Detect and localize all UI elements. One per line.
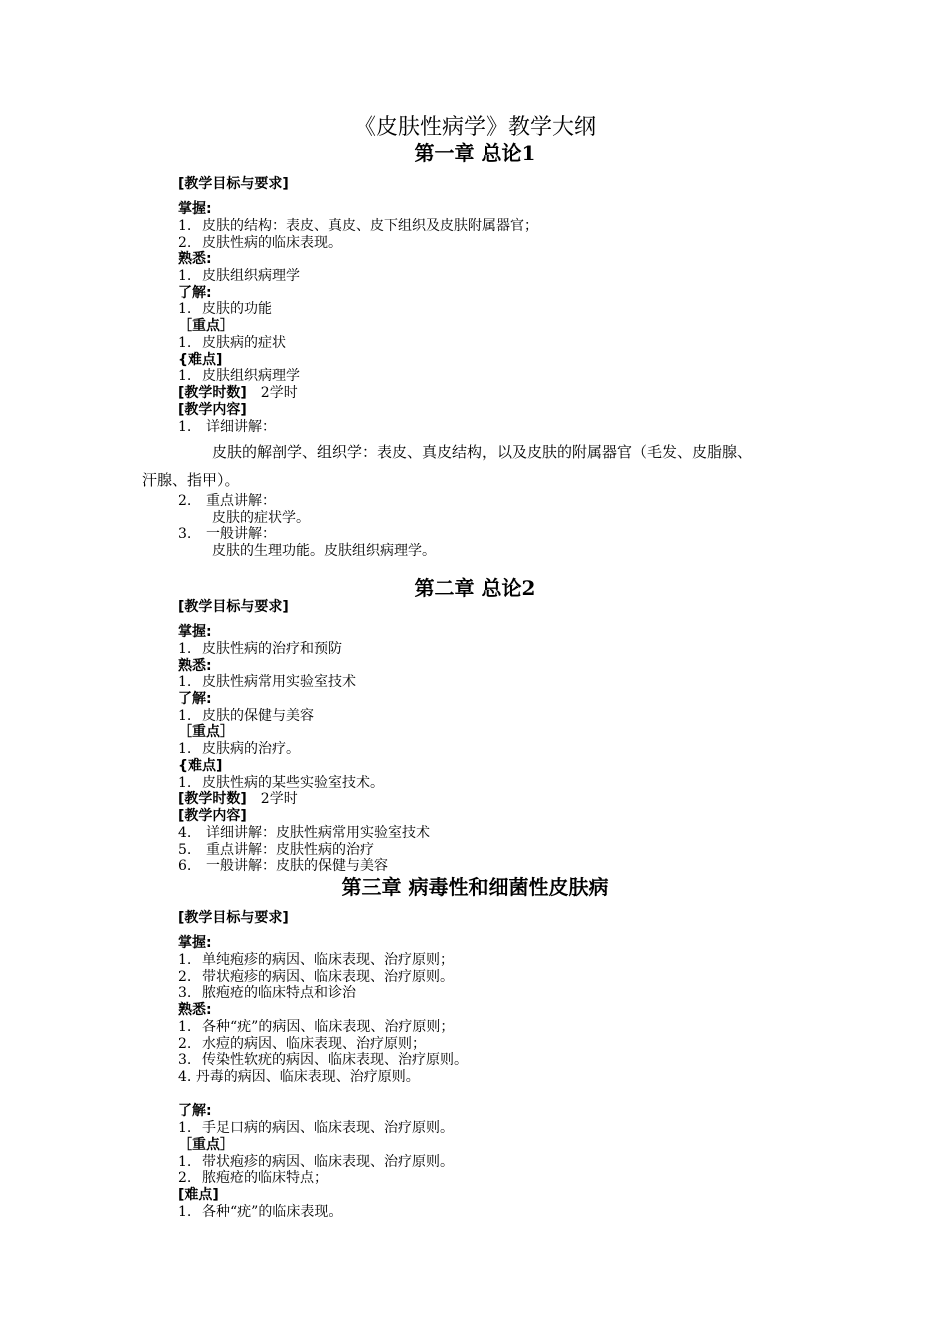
ch1-difficulty-label: {难点] [178, 352, 223, 368]
ch1-content-detail-2: 皮肤的症状学。 [212, 510, 310, 526]
ch3-key-item-1: 1. 带状疱疹的病因、临床表现、治疗原则。 [178, 1154, 454, 1170]
ch1-content-item-1: 1. 详细讲解： [178, 419, 276, 435]
ch3-familiar-item-1: 1. 各种“疣”的病因、临床表现、治疗原则； [178, 1019, 455, 1035]
ch1-master-item-2: 2. 皮肤性病的临床表现。 [178, 235, 342, 251]
ch1-master-label: 掌握: [178, 201, 212, 217]
document-title: 《皮肤性病学》教学大纲 [353, 115, 596, 140]
ch1-content-label: [教学内容] [178, 402, 247, 418]
ch1-familiar-item-1: 1. 皮肤组织病理学 [178, 268, 300, 284]
ch3-familiar-item-4: 4. 丹毒的病因、临床表现、治疗原则。 [178, 1069, 420, 1085]
ch3-master-label: 掌握: [178, 935, 212, 951]
ch3-key-item-2: 2. 脓疱疮的临床特点； [178, 1170, 328, 1186]
ch2-master-item-1: 1. 皮肤性病的治疗和预防 [178, 641, 342, 657]
ch3-difficulty-item-1: 1. 各种“疣”的临床表现。 [178, 1204, 343, 1220]
ch3-master-item-3: 3. 脓疱疮的临床特点和诊治 [178, 985, 356, 1001]
chapter-3-heading: 第三章 病毒性和细菌性皮肤病 [341, 875, 609, 899]
ch2-content-item-5: 5. 重点讲解：皮肤性病的治疗 [178, 842, 374, 858]
ch1-familiar-label: 熟悉: [178, 251, 212, 267]
ch2-goal-label: [教学目标与要求] [178, 599, 289, 615]
chapter-1-heading: 第一章 总论1 [414, 141, 536, 165]
ch3-familiar-label: 熟悉: [178, 1002, 212, 1018]
ch1-key-item-1: 1. 皮肤病的症状 [178, 335, 286, 351]
ch3-know-item-1: 1. 手足口病的病因、临床表现、治疗原则。 [178, 1120, 454, 1136]
ch2-difficulty-item-1: 1. 皮肤性病的某些实验室技术。 [178, 775, 384, 791]
ch1-content-item-3: 3. 一般讲解： [178, 526, 276, 542]
ch2-know-label: 了解: [178, 691, 212, 707]
ch1-know-label: 了解: [178, 285, 212, 301]
ch3-master-item-1: 1. 单纯疱疹的病因、临床表现、治疗原则； [178, 952, 454, 968]
ch1-content-detail-1a: 皮肤的解剖学、组织学：表皮、真皮结构，以及皮肤的附属器官（毛发、皮脂腺、 [212, 443, 753, 461]
ch1-master-item-1: 1. 皮肤的结构：表皮、真皮、皮下组织及皮肤附属器官； [178, 218, 538, 234]
ch2-familiar-label: 熟悉: [178, 658, 212, 674]
ch3-familiar-item-2: 2. 水痘的病因、临床表现、治疗原则； [178, 1036, 426, 1052]
ch1-hours: [教学时数] 2学时 [178, 385, 298, 401]
ch2-difficulty-label: {难点] [178, 758, 223, 774]
ch3-master-item-2: 2. 带状疱疹的病因、临床表现、治疗原则。 [178, 969, 454, 985]
ch1-goal-label: [教学目标与要求] [178, 176, 289, 192]
ch1-know-item-1: 1. 皮肤的功能 [178, 301, 272, 317]
ch3-difficulty-label: [难点] [178, 1187, 219, 1203]
ch1-content-detail-3: 皮肤的生理功能。皮肤组织病理学。 [212, 543, 436, 559]
ch1-difficulty-item-1: 1. 皮肤组织病理学 [178, 368, 300, 384]
ch2-hours: [教学时数] 2学时 [178, 791, 298, 807]
ch3-familiar-item-3: 3. 传染性软疣的病因、临床表现、治疗原则。 [178, 1052, 468, 1068]
ch2-familiar-item-1: 1. 皮肤性病常用实验室技术 [178, 674, 356, 690]
ch1-content-item-2: 2. 重点讲解： [178, 493, 276, 509]
ch2-content-item-4: 4. 详细讲解：皮肤性病常用实验室技术 [178, 825, 430, 841]
ch3-goal-label: [教学目标与要求] [178, 910, 289, 926]
ch3-key-label: ［重点］ [178, 1137, 234, 1153]
ch2-content-item-6: 6. 一般讲解：皮肤的保健与美容 [178, 858, 388, 874]
ch2-master-label: 掌握: [178, 624, 212, 640]
ch2-content-label: [教学内容] [178, 808, 247, 824]
ch1-content-detail-1b: 汗腺、指甲）。 [142, 471, 240, 489]
ch1-key-label: ［重点］ [178, 318, 234, 334]
ch2-know-item-1: 1. 皮肤的保健与美容 [178, 708, 314, 724]
chapter-2-heading: 第二章 总论2 [414, 576, 536, 600]
ch3-know-label: 了解: [178, 1103, 212, 1119]
ch2-key-label: ［重点］ [178, 724, 234, 740]
ch2-key-item-1: 1. 皮肤病的治疗。 [178, 741, 300, 757]
